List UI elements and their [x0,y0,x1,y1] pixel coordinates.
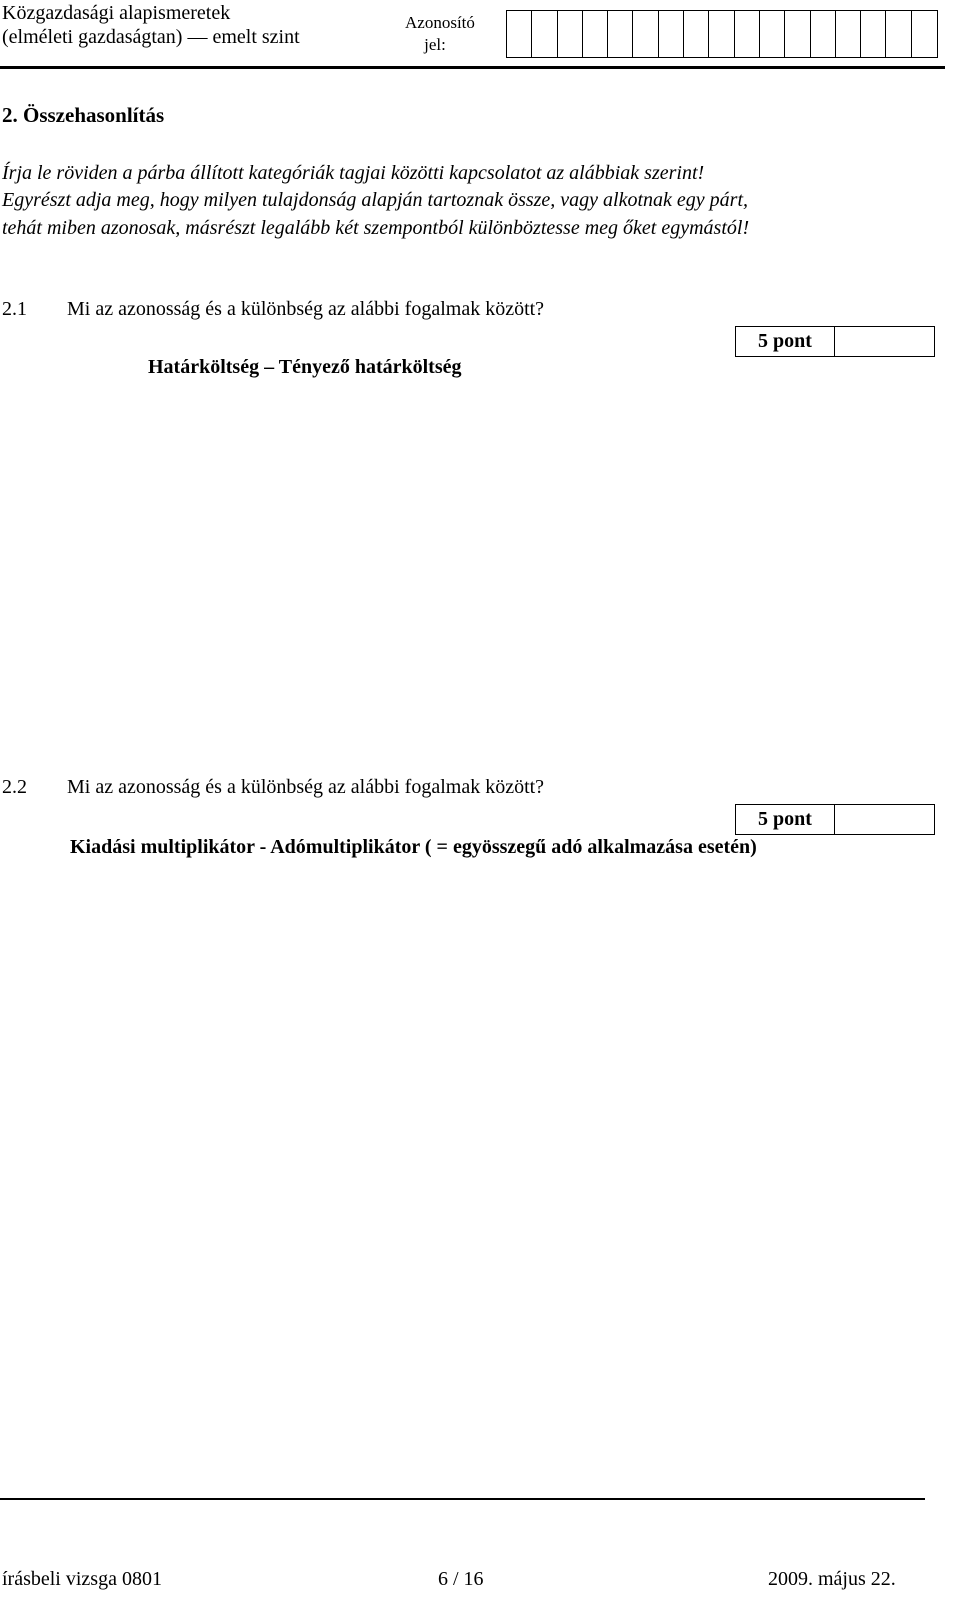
question-2-2-number: 2.2 [2,776,27,798]
intro-line-3: tehát miben azonosak, másrészt legalább két szempontból különböztesse meg őket egymástól! [2,217,750,239]
id-label-line1: Azonosító [405,13,475,32]
id-cell[interactable] [558,11,583,57]
id-cell[interactable] [735,11,760,57]
section-title: 2. Összehasonlítás [2,103,165,127]
id-cell[interactable] [583,11,608,57]
id-cell[interactable] [659,11,684,57]
points-label: 5 pont [736,327,835,356]
subject-title: Közgazdasági alapismeretek [2,2,231,24]
id-cell[interactable] [633,11,658,57]
id-label-line2: jel: [424,35,446,54]
id-cell[interactable] [912,11,937,57]
footer-rule [0,1498,925,1500]
question-2-1-number: 2.1 [2,298,27,320]
question-2-2-text: Mi az azonosság és a különbség az alábbi fogalmak között? [67,776,545,798]
id-cell[interactable] [785,11,810,57]
id-cell[interactable] [532,11,557,57]
question-2-1-text: Mi az azonosság és a különbség az alábbi fogalmak között? [67,298,545,320]
id-cell[interactable] [709,11,734,57]
score-field[interactable] [835,805,934,834]
question-2-2-concepts: Kiadási multiplikátor - Adómultiplikátor ( = egyösszegű adó alkalmazása esetén) [70,836,757,858]
points-box-2-1 [735,326,935,357]
id-cell[interactable] [760,11,785,57]
points-label: 5 pont [736,805,835,834]
subject-level: (elméleti gazdaságtan) — emelt szint [2,26,300,48]
points-box-2-2 [735,804,935,835]
intro-line-1: Írja le röviden a párba állított kategóriák tagjai közötti kapcsolatot az alábbiak szerint! [2,162,705,184]
intro-line-2: Egyrészt adja meg, hogy milyen tulajdonság alapján tartoznak össze, vagy alkotnak egy párt, [2,189,749,211]
header-rule [0,66,945,69]
footer-date: 2009. május 22. [768,1568,896,1590]
id-cell[interactable] [608,11,633,57]
id-cell[interactable] [861,11,886,57]
id-code-boxes[interactable] [506,10,938,58]
footer-page-number: 6 / 16 [438,1568,484,1590]
id-cell[interactable] [684,11,709,57]
question-2-1-concepts: Határköltség – Tényező határköltség [148,356,462,378]
id-cell[interactable] [886,11,911,57]
id-cell[interactable] [811,11,836,57]
footer-exam-code: írásbeli vizsga 0801 [2,1568,162,1590]
score-field[interactable] [835,327,934,356]
id-cell[interactable] [836,11,861,57]
id-cell[interactable] [507,11,532,57]
